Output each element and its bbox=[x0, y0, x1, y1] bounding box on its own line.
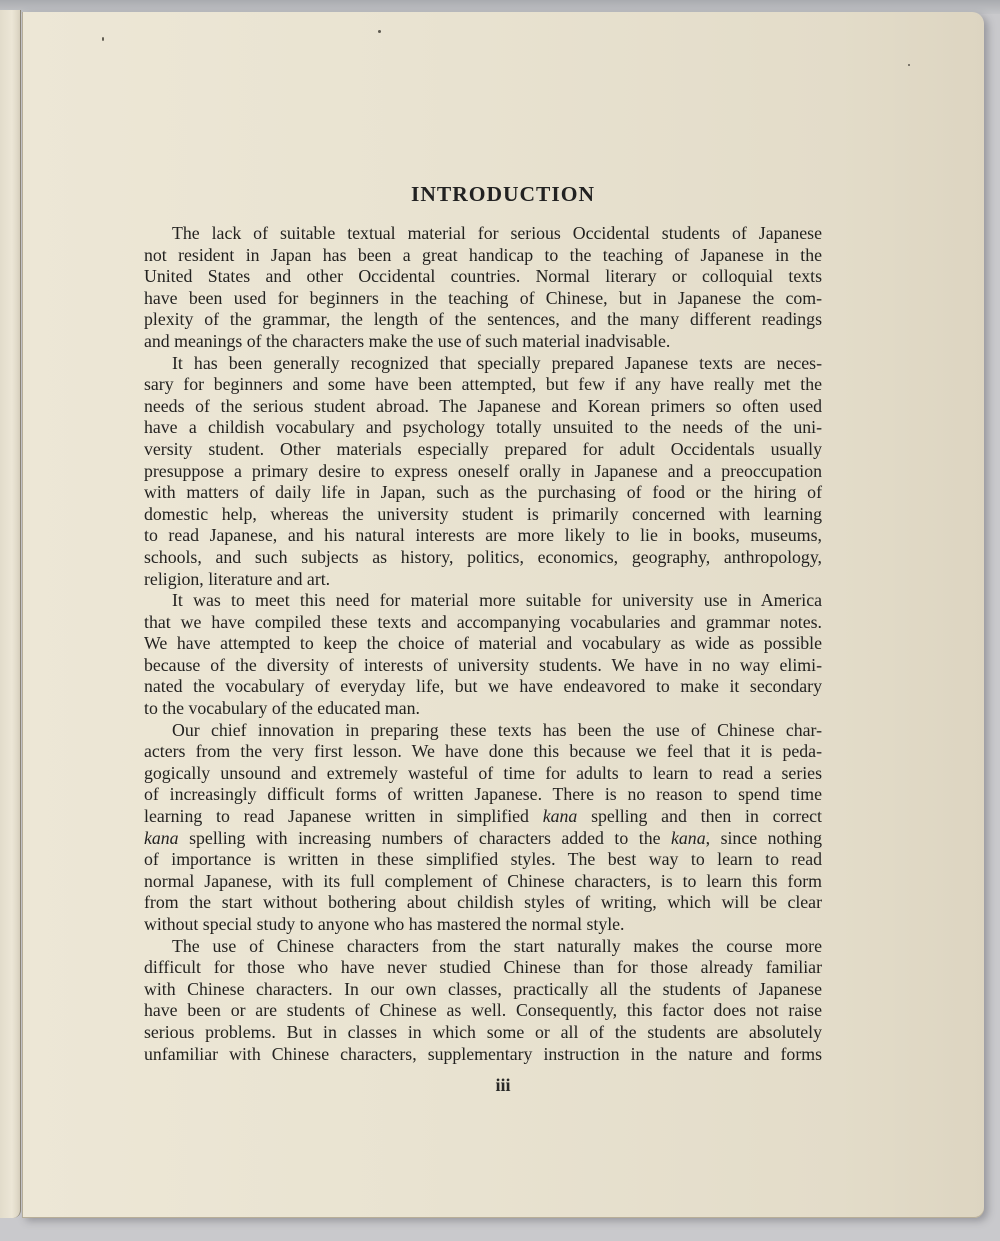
text-line: have been or are students of Chinese as well. Consequently, this factor does not raise bbox=[144, 1000, 822, 1021]
body-text bbox=[144, 223, 822, 1065]
facing-page-edge bbox=[0, 10, 21, 1218]
text-line: schools, and such subjects as history, politics, economics, geography, anthropology, bbox=[144, 546, 822, 567]
text-line: because of the diversity of interests of university students. We have in no way elimi- bbox=[144, 654, 822, 675]
text-line: from the start without bothering about childish styles of writing, which will be clear bbox=[144, 892, 822, 913]
text-line: difficult for those who have never studied Chinese than for those already familiar bbox=[144, 957, 822, 978]
text-line: versity student. Other materials especially prepared for adult Occidentals usually bbox=[144, 438, 822, 459]
text-line: Our chief innovation in preparing these texts has been the use of Chinese char- bbox=[172, 719, 822, 740]
text-line: The use of Chinese characters from the start naturally makes the course more bbox=[172, 935, 822, 956]
text-line: unfamiliar with Chinese characters, supplementary instruction in the nature and forms bbox=[144, 1043, 822, 1064]
italic-term: kana bbox=[542, 806, 578, 827]
paragraph bbox=[144, 223, 822, 353]
text-line: United States and other Occidental countries. Normal literary or colloquial texts bbox=[144, 266, 822, 287]
text-line: We have attempted to keep the choice of material and vocabulary as wide as possible bbox=[144, 633, 822, 654]
text-line: plexity of the grammar, the length of the sentences, and the many different readings bbox=[144, 309, 822, 330]
text-line: needs of the serious student abroad. The Japanese and Korean primers so often used bbox=[144, 395, 822, 416]
text-line: with matters of daily life in Japan, such as the purchasing of food or the hiring of bbox=[144, 482, 822, 503]
text-line: to the vocabulary of the educated man. bbox=[144, 698, 420, 719]
text-line: learning to read Japanese written in simplified kana spelling and then in correct bbox=[144, 806, 822, 827]
text-line: It was to meet this need for material more suitable for university use in America bbox=[172, 590, 822, 611]
text-line: sary for beginners and some have been attempted, but few if any have really met the bbox=[144, 374, 822, 395]
chapter-heading: INTRODUCTION bbox=[410, 182, 596, 206]
text-line: not resident in Japan has been a great handicap to the teaching of Japanese in the bbox=[144, 244, 822, 265]
text-line: domestic help, whereas the university student is primarily concerned with learning bbox=[144, 503, 822, 524]
text-line: without special study to anyone who has mastered the normal style. bbox=[144, 914, 625, 934]
text-line: have been used for beginners in the teaching of Chinese, but in Japanese the com- bbox=[144, 287, 822, 308]
text-line: It has been generally recognized that specially prepared Japanese texts are neces- bbox=[172, 352, 822, 373]
paper-speck bbox=[908, 64, 910, 66]
text-line: nated the vocabulary of everyday life, but we have endeavored to make it secondary bbox=[144, 676, 822, 697]
text-line: have a childish vocabulary and psychology totally unsuited to the needs of the uni- bbox=[144, 417, 822, 438]
paragraph bbox=[144, 590, 822, 720]
text-line: presuppose a primary desire to express oneself orally in Japanese and a preoccupation bbox=[144, 460, 822, 481]
text-line: normal Japanese, with its full complement of Chinese characters, is to learn this form bbox=[144, 870, 822, 891]
text-line: acters from the very first lesson. We have done this because we feel that it is peda- bbox=[144, 741, 822, 762]
text-line: serious problems. But in classes in which some or all of the students are absolutely bbox=[144, 1021, 822, 1042]
italic-term: kana bbox=[671, 827, 706, 848]
paragraph bbox=[144, 720, 822, 936]
paragraph bbox=[144, 353, 822, 591]
text-line: with Chinese characters. In our own classes, practically all the students of Japanese bbox=[144, 978, 822, 999]
text-line: kana spelling with increasing numbers of characters added to the kana, since nothing bbox=[144, 827, 822, 848]
text-line: and meanings of the characters make the use of such material inadvisable. bbox=[144, 330, 671, 351]
text-line: of increasingly difficult forms of written Japanese. There is no reason to spend time bbox=[144, 784, 822, 805]
text-line: gogically unsound and extremely wasteful of time for adults to learn to read a series bbox=[144, 762, 822, 783]
text-line: of importance is written in these simplified styles. The best way to learn to read bbox=[144, 849, 822, 870]
book-page bbox=[22, 12, 984, 1218]
page-number: iii bbox=[495, 1075, 511, 1095]
paper-speck bbox=[102, 37, 104, 41]
text-line: to read Japanese, and his natural interests are more likely to lie in books, museums, bbox=[144, 525, 822, 546]
italic-term: kana bbox=[144, 827, 179, 848]
text-line: religion, literature and art. bbox=[144, 568, 331, 589]
text-line: that we have compiled these texts and accompanying vocabularies and grammar notes. bbox=[144, 611, 822, 632]
paragraph bbox=[144, 936, 822, 1066]
text-line: The lack of suitable textual material for serious Occidental students of Japanese bbox=[172, 223, 822, 243]
paper-speck bbox=[378, 30, 381, 33]
